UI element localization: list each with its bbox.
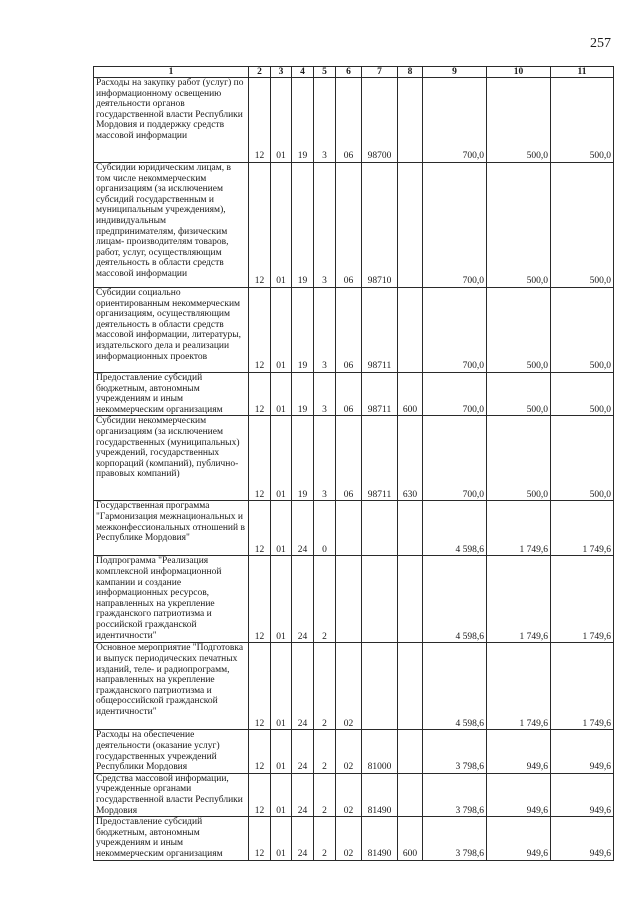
table-row [94,817,614,860]
expense-type-code [398,288,423,373]
section-code: 12 [249,730,271,773]
amount-year-2: 500,0 [487,373,551,416]
table-row [94,643,614,730]
expense-type-code [398,163,423,288]
expense-name: Расходы на обеспечение деятельности (оказание услуг) государственных учреждений Республики Мордовия [94,730,249,773]
activity-code: 06 [336,78,362,163]
expense-type-code: 600 [398,817,423,860]
amount-year-3: 949,6 [551,730,614,773]
amount-year-3: 949,6 [551,773,614,816]
expense-type-code [398,643,423,730]
subsection-code: 01 [271,817,292,860]
column-header: 11 [551,67,614,78]
subsection-code: 01 [271,501,292,556]
amount-year-2: 1 749,6 [487,501,551,556]
subprogram-code: 2 [314,643,336,730]
section-code: 12 [249,556,271,643]
direction-code: 98700 [362,78,398,163]
amount-year-3: 949,6 [551,817,614,860]
amount-year-3: 500,0 [551,288,614,373]
subprogram-code: 2 [314,817,336,860]
activity-code: 06 [336,288,362,373]
amount-year-2: 500,0 [487,78,551,163]
subprogram-code: 3 [314,416,336,501]
direction-code: 98711 [362,416,398,501]
direction-code: 81000 [362,730,398,773]
subprogram-code: 0 [314,501,336,556]
amount-year-3: 500,0 [551,78,614,163]
program-code: 24 [292,773,314,816]
table-row [94,288,614,373]
activity-code [336,501,362,556]
amount-year-3: 1 749,6 [551,556,614,643]
amount-year-2: 500,0 [487,288,551,373]
section-code: 12 [249,78,271,163]
column-header: 10 [487,67,551,78]
activity-code: 06 [336,163,362,288]
expense-type-code [398,773,423,816]
direction-code: 81490 [362,817,398,860]
subsection-code: 01 [271,78,292,163]
section-code: 12 [249,643,271,730]
expense-name: Средства массовой информации, учрежденные органами государственной власти Республики Мордовия [94,773,249,816]
program-code: 19 [292,163,314,288]
direction-code [362,643,398,730]
amount-year-1: 700,0 [423,416,487,501]
expense-type-code: 600 [398,373,423,416]
expense-type-code [398,78,423,163]
section-code: 12 [249,288,271,373]
table-row [94,730,614,773]
amount-year-1: 700,0 [423,288,487,373]
section-code: 12 [249,416,271,501]
program-code: 19 [292,78,314,163]
subprogram-code: 2 [314,773,336,816]
amount-year-1: 4 598,6 [423,501,487,556]
table-row [94,556,614,643]
expense-name: Предоставление субсидий бюджетным, автономным учреждениям и иным некоммерческим организациям [94,817,249,860]
amount-year-1: 3 798,6 [423,817,487,860]
subprogram-code: 3 [314,78,336,163]
direction-code: 98711 [362,288,398,373]
activity-code: 02 [336,773,362,816]
subprogram-code: 3 [314,288,336,373]
amount-year-1: 700,0 [423,163,487,288]
page-number: 257 [590,36,611,51]
direction-code [362,501,398,556]
subsection-code: 01 [271,163,292,288]
column-header: 3 [271,67,292,78]
subprogram-code: 3 [314,373,336,416]
subsection-code: 01 [271,288,292,373]
column-header: 9 [423,67,487,78]
expense-name: Субсидии юридическим лицам, в том числе некоммерческим организациям (за исключением субсидий государственным и муниципальным учреждениям), индивидуальным предпринимателям, физическим лицам- производителям товаров, работ, услуг, осуществляющим деятельность в области средств массовой информации [94,163,249,288]
expense-name: Субсидии некоммерческим организациям (за исключением государственных (муниципальных) учреждений, государственных корпораций (компаний), публично-правовых компаний) [94,416,249,501]
program-code: 24 [292,501,314,556]
amount-year-2: 500,0 [487,163,551,288]
section-code: 12 [249,817,271,860]
section-code: 12 [249,773,271,816]
amount-year-1: 4 598,6 [423,643,487,730]
table-row [94,78,614,163]
expense-type-code [398,501,423,556]
program-code: 19 [292,288,314,373]
column-header: 6 [336,67,362,78]
activity-code: 02 [336,730,362,773]
subsection-code: 01 [271,643,292,730]
direction-code: 98710 [362,163,398,288]
table-row [94,373,614,416]
expense-name: Предоставление субсидий бюджетным, автономным учреждениям и иным некоммерческим организациям [94,373,249,416]
amount-year-2: 1 749,6 [487,643,551,730]
amount-year-3: 1 749,6 [551,643,614,730]
subprogram-code: 2 [314,730,336,773]
program-code: 24 [292,730,314,773]
program-code: 19 [292,373,314,416]
expense-name: Подпрограмма "Реализация комплексной информационной кампании и создание информационных ресурсов, направленных на укрепление гражданского патриотизма и российской гражданской идентичности" [94,556,249,643]
amount-year-2: 1 749,6 [487,556,551,643]
column-header: 4 [292,67,314,78]
subsection-code: 01 [271,416,292,501]
column-header: 5 [314,67,336,78]
direction-code: 81490 [362,773,398,816]
program-code: 24 [292,643,314,730]
expense-name: Субсидии социально ориентированным некоммерческим организациям, осуществляющим деятельность в области средств массовой информации, литературы, издательского дела и реализации информационных проектов [94,288,249,373]
subprogram-code: 3 [314,163,336,288]
amount-year-3: 500,0 [551,416,614,501]
subsection-code: 01 [271,730,292,773]
amount-year-2: 500,0 [487,416,551,501]
program-code: 24 [292,556,314,643]
subprogram-code: 2 [314,556,336,643]
expense-name: Основное мероприятие "Подготовка и выпуск периодических печатных изданий, теле- и радиопрограмм, направленных на укрепление гражданского патриотизма и общероссийской гражданской идентичности" [94,643,249,730]
program-code: 19 [292,416,314,501]
expense-type-code [398,556,423,643]
section-code: 12 [249,163,271,288]
program-code: 24 [292,817,314,860]
amount-year-3: 500,0 [551,373,614,416]
activity-code [336,556,362,643]
amount-year-3: 1 749,6 [551,501,614,556]
section-code: 12 [249,501,271,556]
amount-year-2: 949,6 [487,817,551,860]
amount-year-1: 700,0 [423,373,487,416]
table-row [94,501,614,556]
table-row [94,773,614,816]
amount-year-1: 700,0 [423,78,487,163]
activity-code: 02 [336,643,362,730]
table-row [94,163,614,288]
column-header: 2 [249,67,271,78]
expense-type-code: 630 [398,416,423,501]
table-header-row [94,67,614,78]
direction-code [362,556,398,643]
table-row [94,416,614,501]
amount-year-1: 4 598,6 [423,556,487,643]
subsection-code: 01 [271,773,292,816]
expense-name: Расходы на закупку работ (услуг) по информационному освещению деятельности органов государственной власти Республики Мордовия и поддержку средств массовой информации [94,78,249,163]
amount-year-1: 3 798,6 [423,773,487,816]
column-header: 8 [398,67,423,78]
section-code: 12 [249,373,271,416]
direction-code: 98711 [362,373,398,416]
budget-table [93,66,614,861]
subsection-code: 01 [271,556,292,643]
activity-code: 06 [336,416,362,501]
activity-code: 02 [336,817,362,860]
activity-code: 06 [336,373,362,416]
amount-year-2: 949,6 [487,730,551,773]
column-header: 7 [362,67,398,78]
amount-year-1: 3 798,6 [423,730,487,773]
expense-type-code [398,730,423,773]
subsection-code: 01 [271,373,292,416]
expense-name: Государственная программа "Гармонизация межнациональных и межконфессиональных отношений в Республике Мордовия" [94,501,249,556]
amount-year-2: 949,6 [487,773,551,816]
column-header: 1 [94,67,249,78]
amount-year-3: 500,0 [551,163,614,288]
